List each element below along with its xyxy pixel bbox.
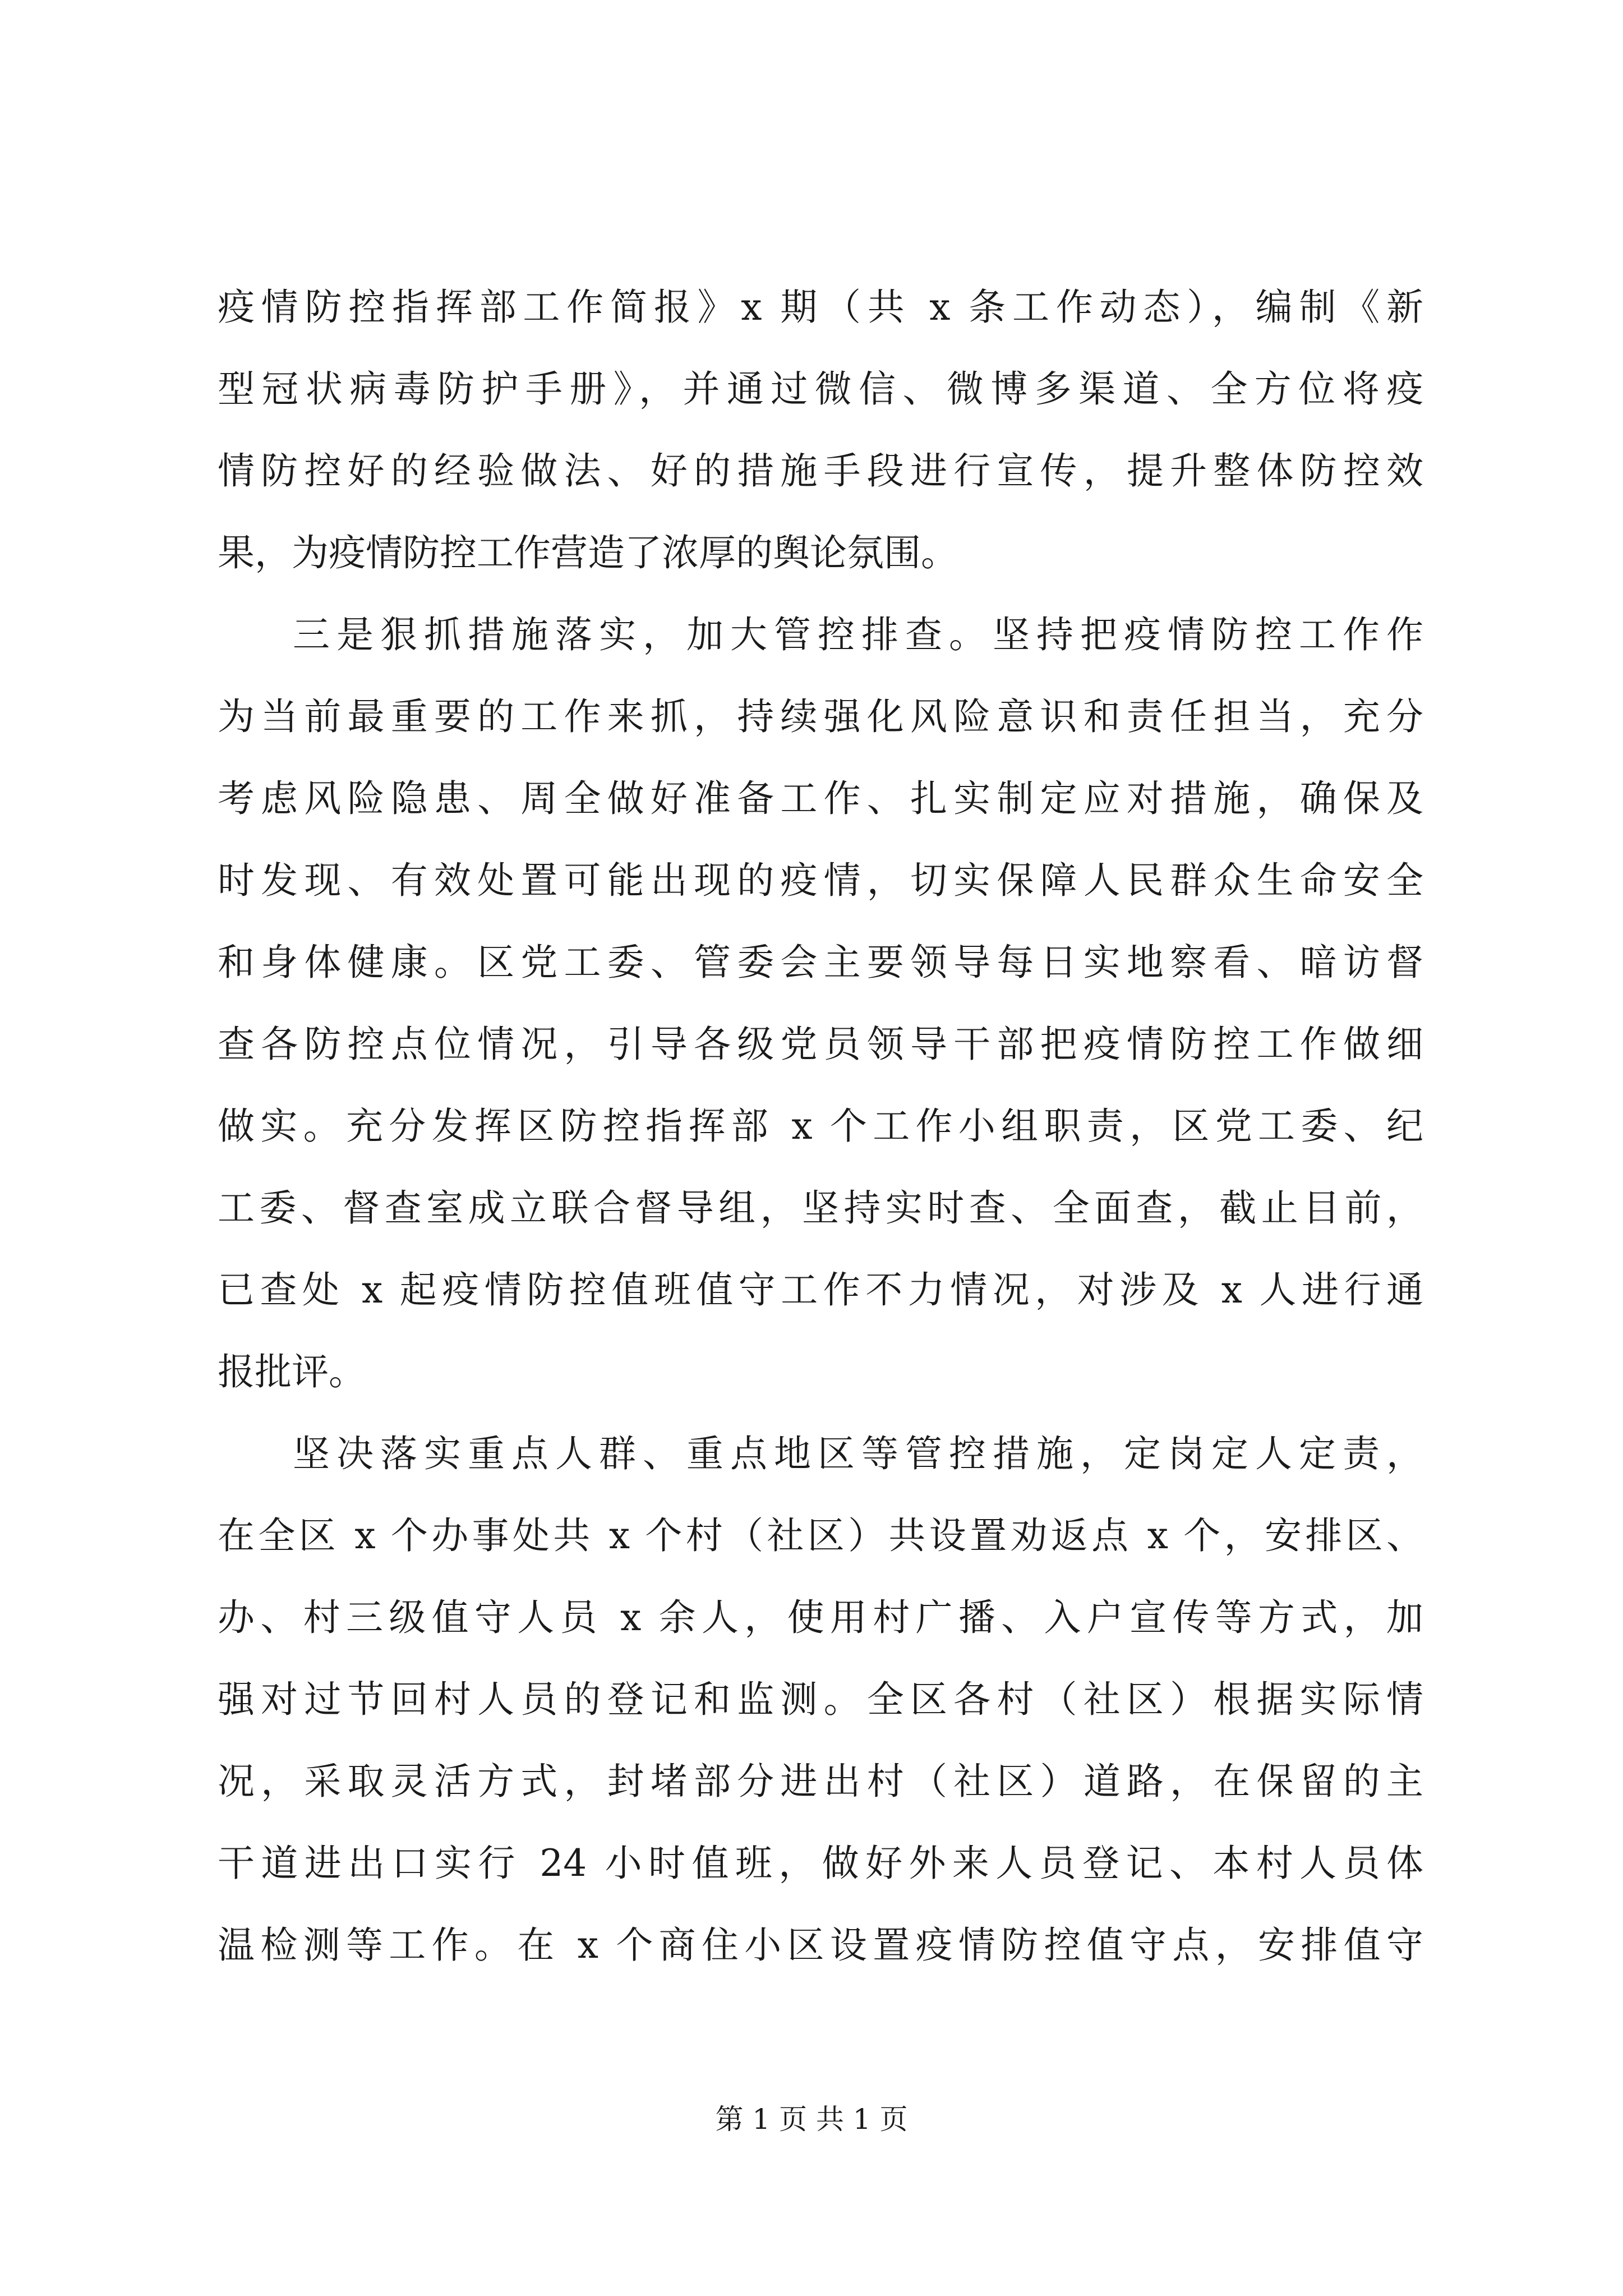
text-line: 已查处 x 起疫情防控值班值守工作不力情况，对涉及 x 人进行通: [218, 1268, 1423, 1312]
text-line: 和身体健康。区党工委、管委会主要领导每日实地察看、暗访督: [218, 941, 1423, 984]
text-line: 考虑风险隐患、周全做好准备工作、扎实制定应对措施，确保及: [218, 777, 1423, 820]
text-line: 办、村三级值守人员 x 余人，使用村广播、入户宣传等方式，加: [218, 1596, 1423, 1639]
text-line: 果，为疫情防控工作营造了浓厚的舆论氛围。: [218, 531, 958, 574]
page-footer: 第 1 页 共 1 页: [715, 2103, 908, 2136]
text-line: 温检测等工作。在 x 个商住小区设置疫情防控值守点，安排值守: [218, 1924, 1423, 1967]
text-line: 型冠状病毒防护手册》，并通过微信、微博多渠道、全方位将疫: [218, 367, 1423, 411]
text-line: 报批评。: [218, 1350, 366, 1393]
text-line: 时发现、有效处置可能出现的疫情，切实保障人民群众生命安全: [218, 859, 1423, 902]
text-line: 工委、督查室成立联合督导组，坚持实时查、全面查，截止目前，: [218, 1186, 1423, 1230]
document-body: [218, 266, 1423, 1986]
text-line: 干道进出口实行 24 小时值班，做好外来人员登记、本村人员体: [218, 1842, 1423, 1885]
text-line: 做实。充分发挥区防控指挥部 x 个工作小组职责，区党工委、纪: [218, 1105, 1423, 1148]
text-line: 况，采取灵活方式，封堵部分进出村（社区）道路，在保留的主: [218, 1760, 1423, 1803]
text-line: 情防控好的经验做法、好的措施手段进行宣传，提升整体防控效: [218, 449, 1423, 493]
text-line: 在全区 x 个办事处共 x 个村（社区）共设置劝返点 x 个，安排区、: [218, 1514, 1423, 1557]
text-line: 疫情防控指挥部工作简报》x 期（共 x 条工作动态），编制《新: [218, 286, 1423, 329]
text-line: 为当前最重要的工作来抓，持续强化风险意识和责任担当，充分: [218, 695, 1423, 738]
paragraph-first-line: 三是狠抓措施落实，加大管控排查。坚持把疫情防控工作作: [293, 613, 1423, 656]
text-line: 查各防控点位情况，引导各级党员领导干部把疫情防控工作做细: [218, 1023, 1423, 1066]
paragraph-first-line: 坚决落实重点人群、重点地区等管控措施，定岗定人定责，: [293, 1432, 1423, 1475]
text-line: 强对过节回村人员的登记和监测。全区各村（社区）根据实际情: [218, 1678, 1423, 1721]
